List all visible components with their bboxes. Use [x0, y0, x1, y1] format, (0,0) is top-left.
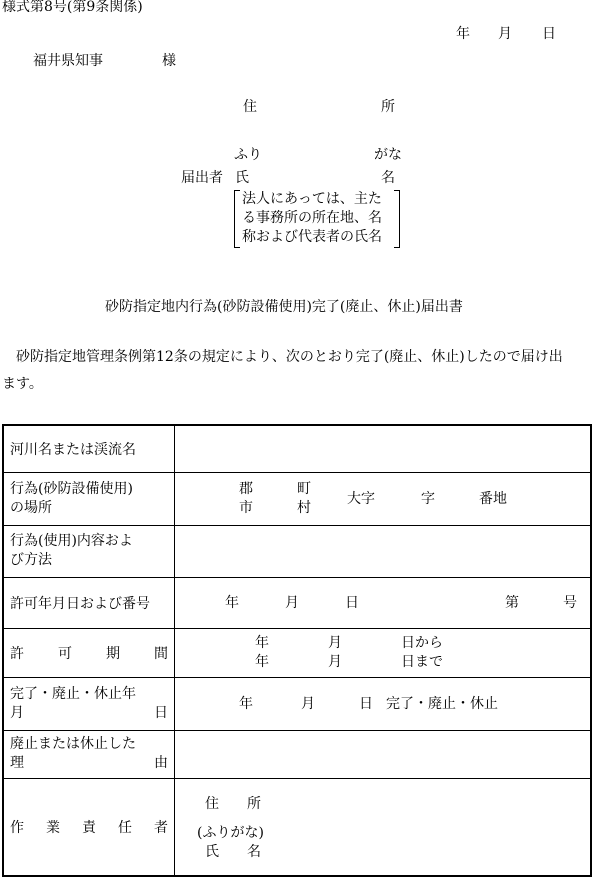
period-label-char1: 許	[10, 645, 24, 662]
row-period	[3, 628, 591, 677]
notifier-name-char1: 氏	[235, 170, 249, 186]
manager-label-char4: 任	[118, 819, 132, 836]
period-label-cell	[3, 628, 175, 677]
content-label-line2: び方法	[10, 552, 52, 568]
reason-label-line1: 廃止または休止した	[10, 736, 136, 752]
manager-label-char2: 業	[46, 819, 60, 836]
manager-address-char1: 住	[205, 795, 219, 812]
place-label-line2: の場所	[10, 499, 52, 516]
period-label-char2: 可	[58, 645, 72, 662]
permit-go: 号	[563, 594, 577, 611]
note-line-1: 法人にあっては、主た	[242, 191, 382, 207]
reason-label-cell	[3, 730, 175, 778]
notification-form-table	[2, 424, 592, 877]
row-place	[3, 472, 591, 525]
completion-label-line2	[10, 704, 174, 723]
manager-label-char3: 責	[82, 819, 96, 836]
content-value-cell[interactable]	[175, 525, 592, 577]
period-value-cell[interactable]	[175, 628, 592, 677]
permit-year: 年	[225, 594, 239, 611]
manager-label-char5: 者	[154, 819, 168, 836]
reason-label-ri: 理	[10, 755, 24, 771]
manager-label-cell	[3, 778, 175, 876]
date-year-label: 年	[456, 26, 470, 42]
place-aza: 字	[421, 490, 435, 507]
corporation-note	[234, 190, 400, 248]
note-line-2: る事務所の所在地、名	[242, 210, 382, 226]
completion-label-cell	[3, 677, 175, 730]
completion-label-line1: 完了・廃止・休止年	[10, 685, 136, 702]
manager-name-char2: 名	[247, 843, 261, 860]
note-line-3: 称および代表者の氏名	[242, 229, 382, 245]
manager-furigana: (ふりがな)	[197, 824, 264, 841]
place-shi: 市	[239, 499, 253, 516]
row-river	[3, 425, 591, 472]
period-from-label: 日から	[401, 634, 443, 651]
completion-year: 年	[239, 695, 253, 712]
permit-label: 許可年月日および番号	[10, 595, 150, 612]
content-label-line1: 行為(使用)内容およ	[10, 533, 133, 549]
reason-label-line2	[10, 754, 174, 773]
completion-month: 月	[301, 695, 315, 712]
completion-day: 日	[359, 695, 373, 712]
notifier-name-char2: 名	[381, 170, 395, 186]
period-label	[10, 643, 174, 663]
river-label-text: 河川名または渓流名	[10, 441, 136, 458]
manager-value-cell[interactable]	[175, 778, 592, 876]
body-line-2: ます。	[2, 376, 43, 392]
period-label-char3: 期	[106, 645, 120, 662]
completion-status: 完了・廃止・休止	[386, 695, 498, 712]
period-from-year: 年	[255, 634, 269, 651]
notifier-address-char2: 所	[381, 99, 395, 115]
permit-month: 月	[285, 594, 299, 611]
period-from-month: 月	[328, 634, 342, 651]
period-until-month: 月	[328, 653, 342, 670]
reason-label-yu: 由	[154, 755, 168, 771]
permit-label-cell	[3, 577, 175, 628]
river-label-cell	[3, 425, 175, 472]
document-title: 砂防指定地内行為(砂防設備使用)完了(廃止、休止)届出書	[105, 299, 463, 315]
notifier-furi: ふり	[234, 147, 262, 163]
place-oaza: 大字	[347, 490, 375, 507]
period-until-label: 日まで	[401, 653, 443, 670]
completion-label-day: 日	[154, 704, 168, 721]
row-content	[3, 525, 591, 577]
row-completion	[3, 677, 591, 730]
place-label-line1: 行為(砂防設備使用)	[10, 480, 133, 497]
manager-address-char2: 所	[247, 795, 261, 812]
permit-value-cell[interactable]	[175, 577, 592, 628]
permit-dai: 第	[505, 594, 519, 611]
reason-value-cell[interactable]	[175, 730, 592, 778]
notifier-gana: がな	[374, 147, 402, 163]
place-cho: 町	[297, 480, 311, 497]
addressee: 福井県知事	[33, 53, 103, 69]
permit-day: 日	[345, 594, 359, 611]
left-bracket	[234, 190, 240, 248]
notifier-label: 届出者	[181, 170, 223, 186]
place-son: 村	[297, 499, 311, 516]
place-value-cell[interactable]	[175, 472, 592, 525]
date-month-label: 月	[498, 26, 512, 42]
notifier-address-char1: 住	[243, 99, 257, 115]
period-until-year: 年	[255, 653, 269, 670]
place-gun: 郡	[239, 480, 253, 497]
completion-value-cell[interactable]	[175, 677, 592, 730]
completion-label-month: 月	[10, 704, 24, 721]
place-label-cell	[3, 472, 175, 525]
addressee-honorific: 様	[162, 53, 176, 69]
manager-name-char1: 氏	[205, 843, 219, 860]
manager-label	[10, 817, 174, 837]
body-line-1: 砂防指定地管理条例第12条の規定により、次のとおり完了(廃止、休止)したので届け出	[16, 349, 563, 365]
form-number: 様式第8号(第9条関係)	[2, 0, 143, 15]
row-reason	[3, 730, 591, 778]
place-banchi: 番地	[479, 490, 507, 507]
period-label-char4: 間	[154, 645, 168, 662]
date-day-label: 日	[542, 26, 556, 42]
river-label	[10, 439, 174, 459]
row-permit	[3, 577, 591, 628]
right-bracket	[394, 190, 400, 248]
content-label-cell	[3, 525, 175, 577]
row-manager	[3, 778, 591, 876]
manager-label-char1: 作	[10, 819, 24, 836]
river-value-cell[interactable]	[175, 425, 592, 472]
